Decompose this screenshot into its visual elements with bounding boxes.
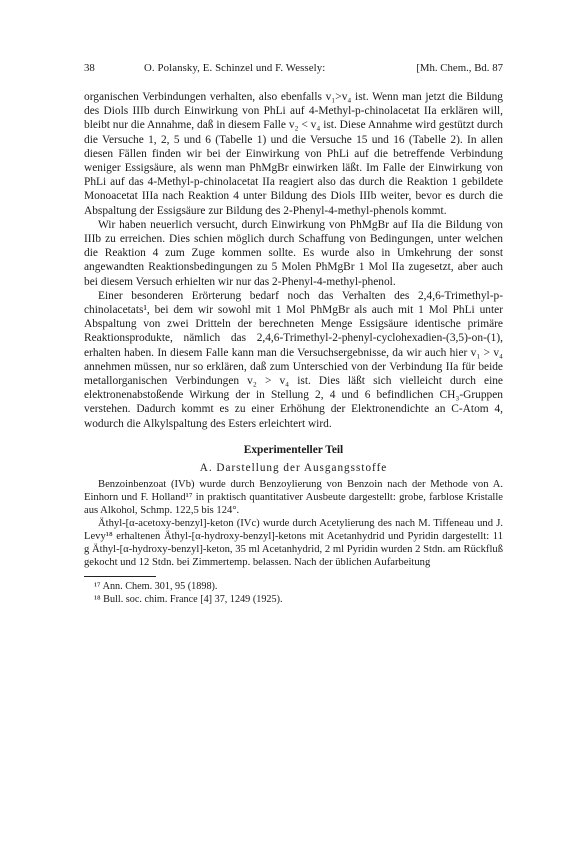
footnote-divider [84, 576, 156, 577]
journal-page [84, 62, 503, 606]
paragraph: Äthyl-[α-acetoxy-benzyl]-keton (IVc) wurde durch Acetylierung des nach M. Tiffeneau und J. Levy¹⁸ erhaltenen Äthyl-[α-hydroxy-benzyl]-ketons mit Acetanhydrid und Pyridin dargestellt: 11 g Äthyl-[α-hydroxy-benzyl]-keton, 35 ml Acetanhydrid, 2 ml Pyridin wurden 2 Stdn. am Rückfluß gekocht und 12 Stdn. bei Zimmertemp. belassen. Nach der üblichen Aufarbeitung [84, 518, 503, 569]
running-header [84, 62, 503, 82]
paragraph: organischen Verbindungen verhalten, also ebenfalls v₁>v₄ ist. Wenn man jetzt die Bildung des Diols IIIb durch Einwirkung von PhLi auf 4-Methyl-p-chinolacetat IIa erklären will, bleibt nur die Annahme, daß in diesem Falle v₂ < v₄ ist. Diese Annahme wird gestützt durch die Versuche 1, 2, 5 und 6 (Tabelle 1) und die Versuche 15 und 16 (Tabelle 2). In allen diesen Fällen finden wir bei der Einwirkung von PhLi auf die betreffende Verbindung weniger Essigsäure, als wenn man PhMgBr einwirken läßt. Im Falle der Einwirkung von PhLi auf das 4-Methyl-p-chinolacetat IIa reagiert also das durch die Reaktion 1 gebildete Monoacetat IIIa nach Reaktion 4 unter Bildung des Diols IIIb weiter, bevor es durch die Abspaltung der Essigsäure zur Bildung des 2-Phenyl-4-methyl-phenols kommt. [84, 91, 503, 217]
footnotes [84, 580, 503, 606]
subsection-heading: A. Darstellung der Ausgangsstoffe [199, 461, 388, 474]
header-journal: [Mh. Chem., Bd. 87 [416, 62, 503, 74]
footnote: ¹⁸ Bull. soc. chim. France [4] 37, 1249 (1925). [94, 593, 283, 605]
paragraph: Einer besonderen Erörterung bedarf noch das Verhalten des 2,4,6-Trimethyl-p-chinolacetats¹, bei dem wir sowohl mit 1 Mol PhMgBr als auch mit 1 Mol PhLi unter Abspaltung von zwei Dritteln der berechneten Menge Essigsäure identische primäre Reaktionsprodukte, nämlich das 2,4,6-Trimethyl-2-phenyl-cyclohexadien-(3,5)-on-(1), erhalten haben. In diesem Falle kann man die Versuchsergebnisse, da wir auch hier v₁ > v₄ annehmen müssen, nur so erklären, daß zum Unterschied von der Verbindung IIa für beide metallorganischen Verbindungen v₂ > v₄ ist. Dies läßt sich vielleicht durch eine elektronenabstoßende Wirkung der in Stellung 2, 4 und 6 befindlichen CH₃-Gruppen verstehen. Dadurch kommt es zu einer Erhöhung der Elektronendichte an C-Atom 4, wodurch die Alkylspaltung des Esters erleichtert wird. [84, 289, 503, 430]
body-text [84, 90, 503, 431]
paragraph: Benzoinbenzoat (IVb) wurde durch Benzoylierung von Benzoin nach der Methode von A. Einhorn und F. Holland¹⁷ in praktisch quantitativer Ausbeute dargestellt: grobe, farblose Kristalle aus Alkohol, Schmp. 122,5 bis 124°. [84, 478, 503, 517]
section-heading: Experimenteller Teil [243, 443, 344, 456]
header-authors: O. Polansky, E. Schinzel und F. Wessely: [144, 62, 326, 74]
experimental-text [84, 478, 503, 570]
page-number: 38 [84, 62, 95, 74]
footnote: ¹⁷ Ann. Chem. 301, 95 (1898). [94, 580, 218, 592]
paragraph: Wir haben neuerlich versucht, durch Einwirkung von PhMgBr auf IIa die Bildung von IIIb zu erreichen. Dies schien möglich durch Schaffung von Bedingungen, unter welchen die Reaktion 4 zum Zuge kommen sollte. Es wurde also in Umkehrung der sonst angewandten Reaktionsbedingungen zu 5 Molen PhMgBr 1 Mol IIa zugesetzt, aber auch bei diesem Versuch erhielten wir nur das 2-Phenyl-4-methyl-phenol. [84, 218, 503, 288]
